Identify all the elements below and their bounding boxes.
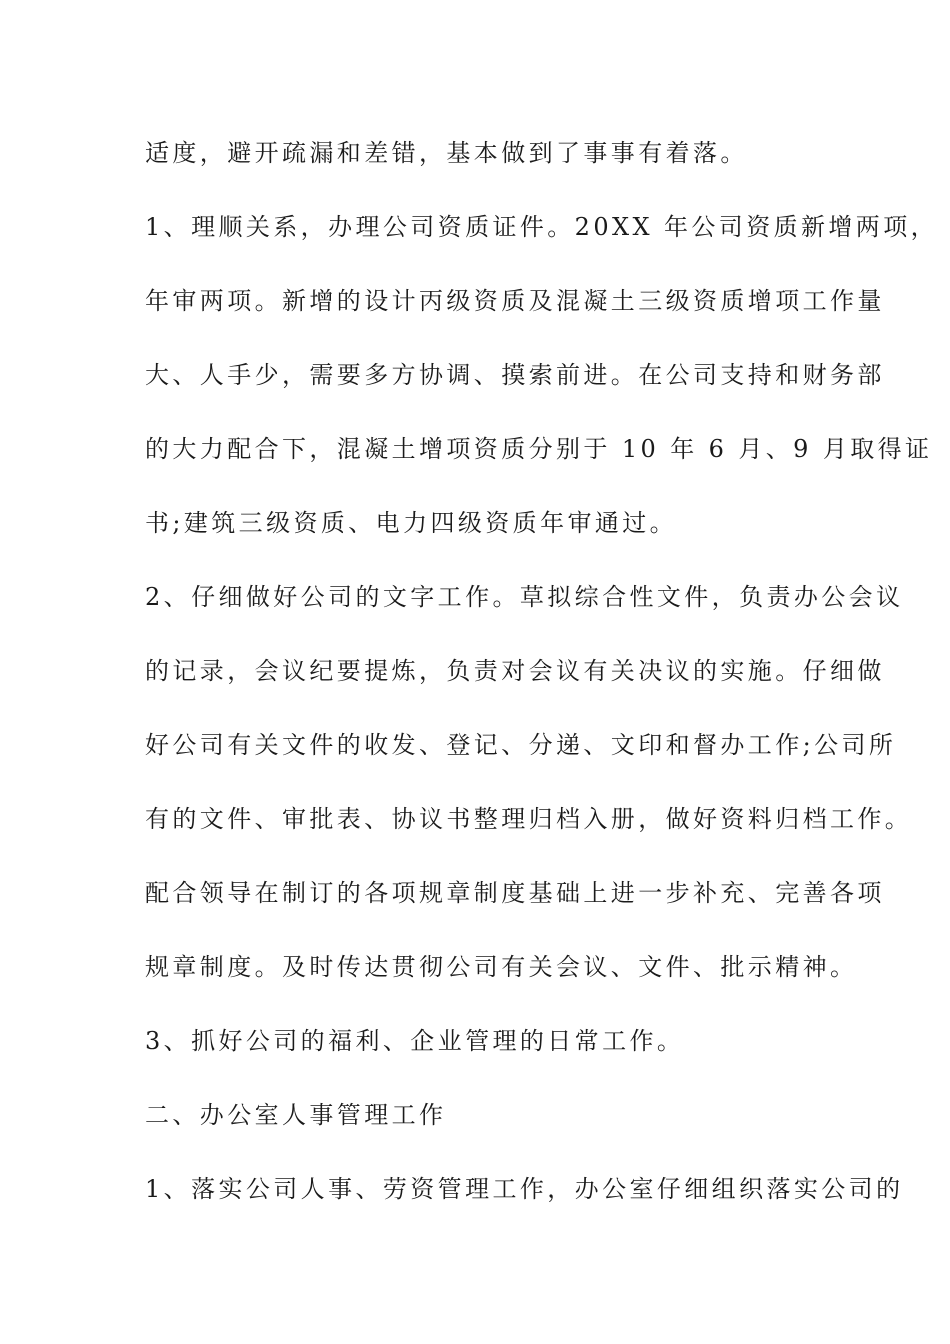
text-line: 好公司有关文件的收发、登记、分递、文印和督办工作;公司所: [145, 731, 897, 759]
text-line: 适度，避开疏漏和差错，基本做到了事事有着落。: [145, 139, 748, 167]
text-line: 有的文件、审批表、协议书整理归档入册，做好资料归档工作。: [145, 805, 913, 833]
text-line: 规章制度。及时传达贯彻公司有关会议、文件、批示精神。: [145, 953, 858, 981]
text-line: 3、抓好公司的福利、企业管理的日常工作。: [145, 1027, 685, 1055]
text-line: 的记录，会议纪要提炼，负责对会议有关决议的实施。仔细做: [145, 657, 885, 685]
section-heading: 二、办公室人事管理工作: [145, 1101, 447, 1129]
text-line: 的大力配合下，混凝土增项资质分别于 10 年 6 月、9 月取得证: [145, 435, 933, 463]
text-line: 大、人手少，需要多方协调、摸索前进。在公司支持和财务部: [145, 361, 885, 389]
text-line: 年审两项。新增的设计丙级资质及混凝土三级资质增项工作量: [145, 287, 885, 315]
text-line: 1、理顺关系，办理公司资质证件。20XX 年公司资质新增两项，: [145, 213, 939, 241]
text-line: 配合领导在制订的各项规章制度基础上进一步补充、完善各项: [145, 879, 885, 907]
text-line: 1、落实公司人事、劳资管理工作，办公室仔细组织落实公司的: [145, 1175, 904, 1203]
text-line: 2、仔细做好公司的文字工作。草拟综合性文件，负责办公会议: [145, 583, 904, 611]
text-line: 书;建筑三级资质、电力四级资质年审通过。: [145, 509, 678, 537]
